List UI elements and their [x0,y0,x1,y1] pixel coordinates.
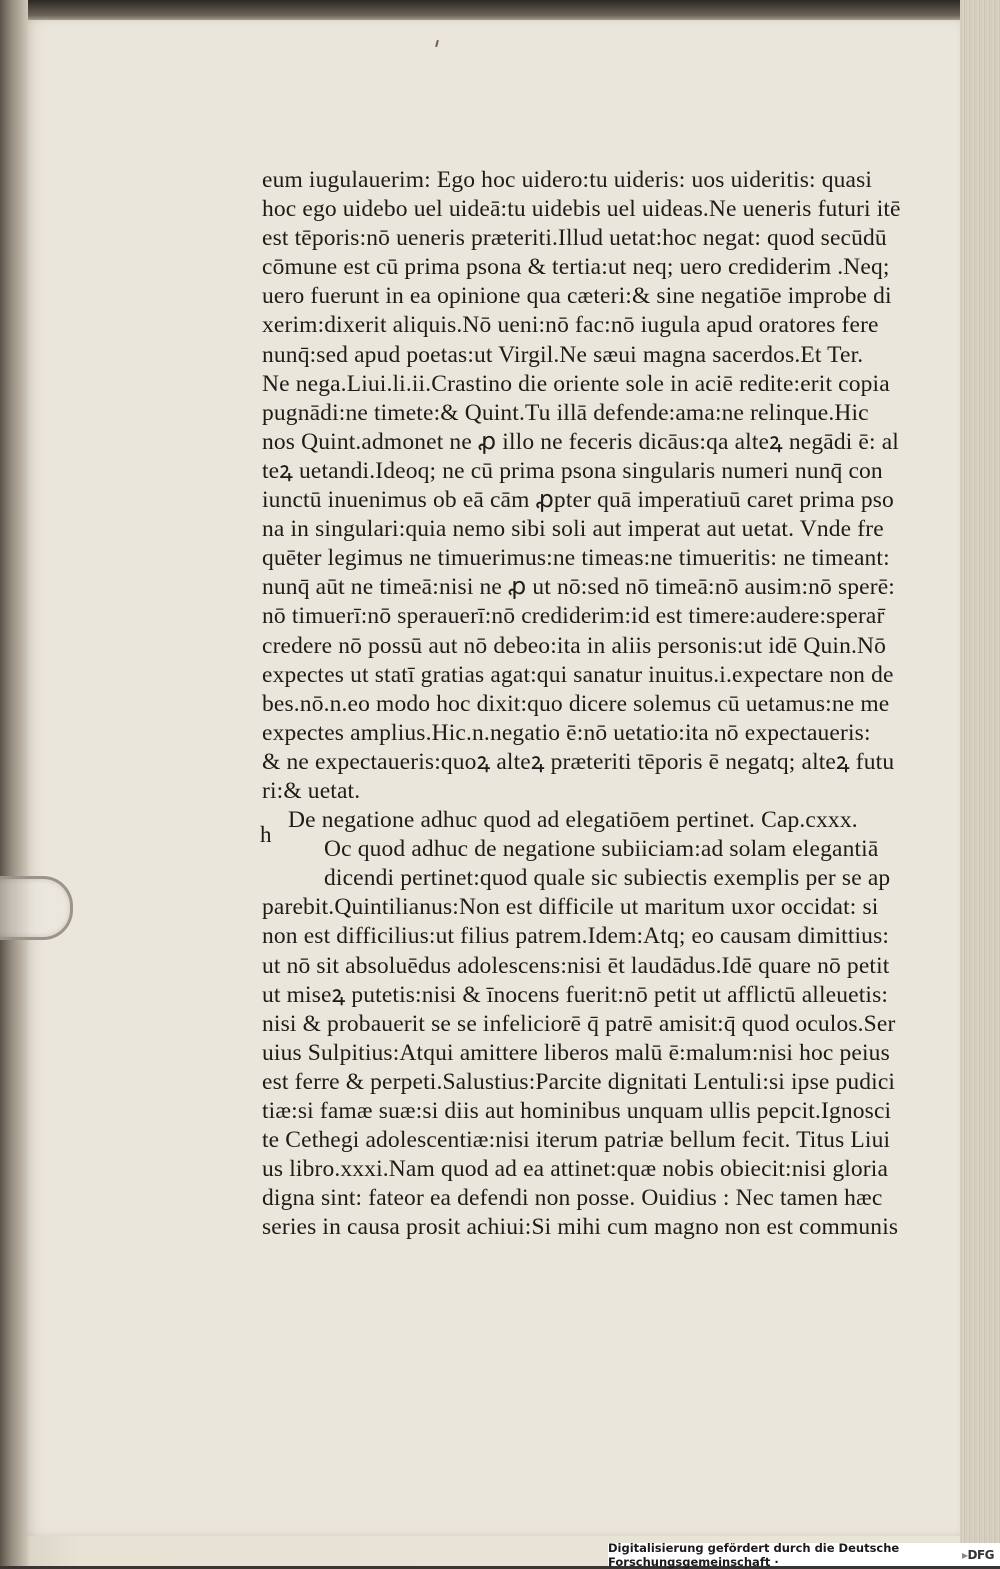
text-line: nō timuerī:nō sperauerī:nō crediderim:id est timere:audere:sperar̄ [262,603,885,630]
text-line: & ne expectaueris:quoꝝ alteꝝ præteriti tēporis ē negatq; alteꝝ futu [262,748,895,775]
text-line: tiæ:si famæ suæ:si diis aut hominibus unquam ullis pepcit.Ignosci [262,1098,892,1124]
book-gutter [0,0,28,1566]
text-line: pugnādi:ne timete:& Quint.Tu illā defende:ama:ne relinque.Hic [262,399,869,426]
text-line: digna sint: fateor ea defendi non posse. Ouidius : Nec tamen hæc [262,1185,883,1212]
text-line: eum iugulauerim: Ego hoc uidero:tu uideris: uos uideritis: quasi [262,167,873,193]
page-edges [960,0,1000,1566]
text-line: est tēporis:nō ueneris præteriti.Illud uetat:hoc negat: quod secūdū [262,225,887,252]
text-line: te Cethegi adolescentiæ:nisi iterum patriæ bellum fecit. Titus Liui [262,1127,891,1154]
dfg-logo-text: DFG [967,1547,994,1562]
text-line: bes.nō.n.eo modo hoc dixit:quo dicere solemus cū uetamus:ne me [262,690,890,717]
text-line: nunq̄:sed apud poetas:ut Virgil.Ne sæui magna sacerdos.Et Ter. [262,341,864,368]
chapter-heading: De negatione adhuc quod ad elegatiōem pertinet. Cap.cxxx. [288,807,858,834]
text-line: nos Quint.admonet ne ꝓ illo ne feceris dicāus:qa alteꝝ negādi ē: al [262,428,899,455]
text-line: nisi & probauerit se se infeliciorē q̄ patrē amisit:q̄ quod oculos.Ser [262,1010,896,1037]
text-line: na in singulari:quia nemo sibi soli aut imperat aut uetat. Vnde fre [262,516,884,543]
funding-footer [608,1540,1000,1569]
page-clip [0,876,73,940]
text-line: uius Sulpitius:Atqui amittere liberos malū ē:malum:nisi hoc peius [262,1039,890,1066]
text-line: teꝝ uetandi.Ideoq; ne cū prima psona singularis numeri nunq̄ con [262,457,883,484]
text-line: cōmune est cū prima psona & tertia:ut neq; uero crediderim .Neq; [262,254,890,281]
text-line: credere nō possū aut nō debeo:ita in aliis personis:ut idē Quin.Nō [262,632,887,659]
text-line: non est difficilius:ut filius patrem.Idem:Atq; eo causam dimittius: [262,923,890,950]
text-line: quēter legimus ne timuerimus:ne timeas:ne timueritis: ne timeant: [262,545,890,572]
text-line: expectes amplius.Hic.n.negatio ē:nō uetatio:ita nō expectaueris: [262,719,871,746]
dfg-arrow-icon: ▸ [961,1547,968,1562]
text-line: xerim:dixerit aliquis.Nō ueni:nō fac:nō iugula apud oratores fere [262,312,879,339]
footer-text: Digitalisierung gefördert durch die Deutsche Forschungsgemeinschaft · [608,1540,900,1569]
text-line: nunq̄ aūt ne timeā:nisi ne ꝓ ut nō:sed nō timeā:nō ausim:nō sperē: [262,574,895,601]
drop-initial-guide-letter: h [260,822,272,847]
text-line: ut nō sit absoluēdus adolescens:nisi ēt laudādus.Idē quare nō petit [262,952,890,979]
text-line: Oc quod adhuc de negatione subiiciam:ad solam elegantiā [324,836,879,863]
scan-top-edge [0,0,1000,22]
text-line: iunctū inuenimus ob eā cām ꝓpter quā imperatiuū caret prima pso [262,487,894,514]
page-text [262,166,912,1242]
text-line: est ferre & perpeti.Salustius:Parcite dignitati Lentuli:si ipse pudici [262,1068,896,1095]
text-line: Ne nega.Liui.li.ii.Crastino die oriente sole in aciē redite:erit copia [262,370,890,397]
text-line: us libro.xxxi.Nam quod ad ea attinet:quæ nobis obiecit:nisi gloria [262,1156,889,1183]
text-line: series in causa prosit achiui:Si mihi cum magno non est communis [262,1214,899,1241]
text-line: dicendi pertinet:quod quale sic subiectis exemplis per se ap [324,865,891,892]
dfg-logo [962,1548,994,1562]
text-line: hoc ego uidebo uel uideā:tu uidebis uel uideas.Ne ueneris futuri itē [262,196,901,223]
text-line: expectes ut statī gratias agat:qui sanatur inuitus.i.expectare non de [262,661,894,688]
text-line: ut miseꝝ putetis:nisi & īnocens fuerit:nō petit ut afflictū alleuetis: [262,981,889,1008]
text-line: uero fuerunt in ea opinione qua cæteri:& sine negatiōe improbe di [262,283,892,310]
text-line: parebit.Quintilianus:Non est difficile ut maritum uxor occidat: si [262,894,879,921]
text-line: ri:& uetat. [262,777,361,804]
